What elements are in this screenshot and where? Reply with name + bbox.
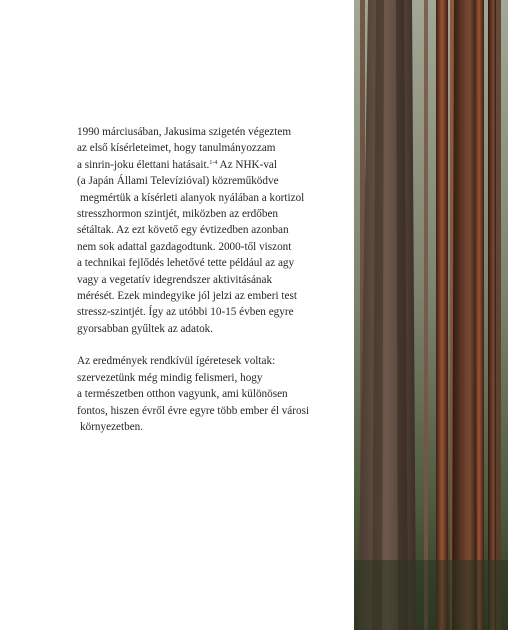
text-line: környezetben. [80,420,144,433]
text-line: stressz-szintjét. Így az utóbbi 10-15 évben egyre [77,306,294,319]
paragraph-2 [77,353,347,435]
forest-floor [354,560,508,630]
footnote-reference[interactable]: 1-4 [209,159,218,166]
text-line: sétáltak. Az ezt követő egy évtizedben azonban [77,224,289,237]
paragraph-1 [77,124,347,337]
forest-photo [354,0,508,630]
text-line: a természetben otthon vagyunk, ami különösen [77,388,288,401]
text-line: stresszhormon szintjét, miközben az erdőben [77,208,279,221]
text-line: az első kísérleteimet, hogy tanulmányozzam [77,142,276,155]
forest-illustration [354,0,508,630]
text-line: szervezetünk még mindig felismeri, hogy [77,371,263,384]
text-line: 1990 márciusában, Jakusima szigetén végeztem [77,126,292,138]
text-line: fontos, hiszen évről évre egyre több ember él városi [77,404,310,417]
text-line: megmértük a kísérleti alanyok nyálában a kortizol [80,191,305,204]
text-line: vagy a vegetatív idegrendszer aktivitásának [77,273,273,286]
text-line: mérését. Ezek mindegyike jól jelzi az emberi test [77,290,297,303]
foreground-trunk [358,0,416,630]
text-line: (a Japán Állami Televízióval) közreműködve [77,175,279,188]
text-line: gyorsabban gyűltek az adatok. [77,322,214,335]
text-line: a technikai fejlődés lehetővé tette például az agy [77,257,295,270]
body-text [77,124,347,435]
text-line [77,157,347,173]
text-line: nem sok adattal gazdagodtunk. 2000-től viszont [77,240,292,253]
right-trunk [452,0,477,630]
text-span: a sinrin-joku élettani hatásait. [77,158,210,171]
text-span: Az NHK-val [217,158,277,171]
text-line: Az eredmények rendkívül ígéretesek voltak: [77,355,276,368]
